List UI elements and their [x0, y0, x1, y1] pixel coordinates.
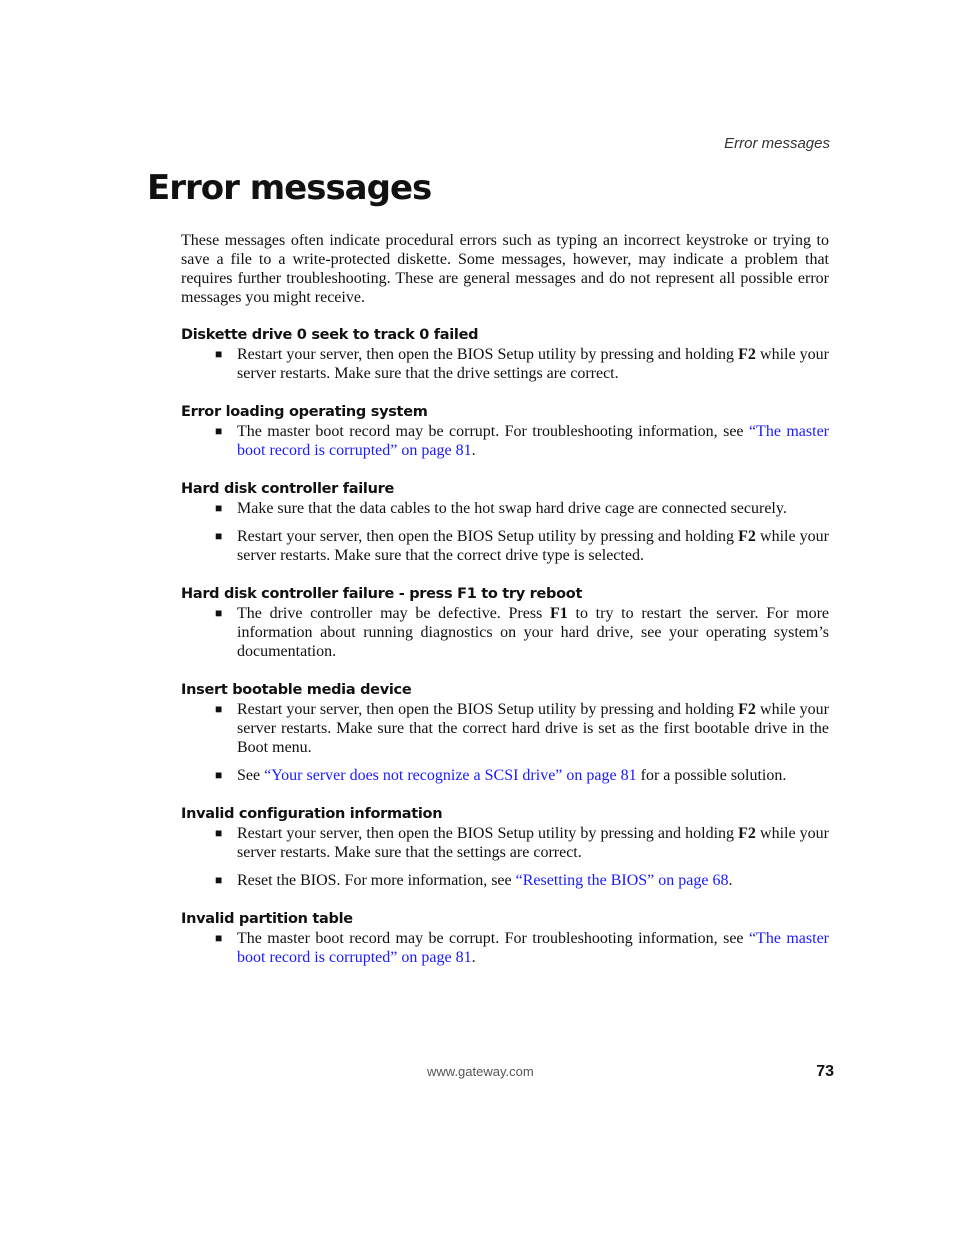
- document-body: [181, 231, 829, 967]
- error-section: [181, 585, 829, 661]
- error-heading: Invalid configuration information: [181, 806, 443, 822]
- error-section: [181, 480, 829, 565]
- item-text: .: [471, 442, 476, 459]
- square-bullet-icon: ■: [215, 529, 223, 543]
- item-text: to try to restart the server. For more information about running diagnostics on your hard drive, see your operating system’s documentation.: [237, 605, 830, 660]
- item-text: while your server restarts. Make sure that the settings are correct.: [237, 825, 830, 861]
- list-item: [181, 700, 829, 757]
- error-heading: Insert bootable media device: [181, 682, 412, 698]
- square-bullet-icon: ■: [215, 347, 223, 361]
- bullet-list: [181, 422, 829, 460]
- error-section: [181, 681, 829, 785]
- bullet-list: [181, 345, 829, 383]
- error-heading: Diskette drive 0 seek to track 0 failed: [181, 327, 479, 343]
- item-text: The drive controller may be defective. Press: [237, 605, 551, 622]
- square-bullet-icon: ■: [215, 873, 223, 887]
- key-name: F2: [738, 346, 756, 363]
- square-bullet-icon: ■: [215, 826, 223, 840]
- key-name: F2: [738, 825, 756, 842]
- item-text: See: [237, 767, 265, 784]
- item-text: for a possible solution.: [636, 767, 787, 784]
- error-heading: Error loading operating system: [181, 404, 428, 420]
- list-item: [181, 871, 829, 890]
- list-item: [181, 345, 829, 383]
- list-item: [181, 929, 829, 967]
- list-item: [181, 527, 829, 565]
- key-name: F2: [738, 701, 756, 718]
- item-text: Make sure that the data cables to the hot swap hard drive cage are connected securely.: [237, 500, 787, 517]
- list-item: [181, 824, 829, 862]
- bullet-list: [181, 824, 829, 890]
- key-name: F2: [738, 528, 756, 545]
- item-text: The master boot record may be corrupt. For troubleshooting information, see: [237, 930, 749, 947]
- running-header: Error messages: [724, 135, 830, 152]
- error-section: [181, 910, 829, 967]
- footer-url: www.gateway.com: [427, 1064, 534, 1079]
- item-text: Restart your server, then open the BIOS Setup utility by pressing and holding: [237, 701, 739, 718]
- bullet-list: [181, 929, 829, 967]
- item-text: Restart your server, then open the BIOS Setup utility by pressing and holding: [237, 528, 739, 545]
- square-bullet-icon: ■: [215, 768, 223, 782]
- square-bullet-icon: ■: [215, 931, 223, 945]
- item-text: .: [471, 949, 476, 966]
- error-section: [181, 326, 829, 383]
- item-text: while your server restarts. Make sure that the drive settings are correct.: [237, 346, 830, 382]
- error-heading: Hard disk controller failure: [181, 481, 395, 497]
- cross-reference-link[interactable]: “Resetting the BIOS” on page 68: [515, 872, 729, 889]
- cross-reference-link[interactable]: “Your server does not recognize a SCSI drive” on page 81: [264, 767, 637, 784]
- item-text: Restart your server, then open the BIOS Setup utility by pressing and holding: [237, 346, 739, 363]
- square-bullet-icon: ■: [215, 606, 223, 620]
- error-section: [181, 403, 829, 460]
- square-bullet-icon: ■: [215, 501, 223, 515]
- error-heading: Invalid partition table: [181, 911, 353, 927]
- bullet-list: [181, 604, 829, 661]
- item-text: The master boot record may be corrupt. For troubleshooting information, see: [237, 423, 749, 440]
- bullet-list: [181, 700, 829, 785]
- key-name: F1: [550, 605, 568, 622]
- square-bullet-icon: ■: [215, 424, 223, 438]
- list-item: [181, 604, 829, 661]
- square-bullet-icon: ■: [215, 702, 223, 716]
- intro-paragraph: These messages often indicate procedural errors such as typing an incorrect keystroke or trying to save a file to a write-protected diskette. Some messages, however, may indicate a problem that requires further troubleshooting. These are general messages and do not represent all possible error messages you might receive.: [181, 232, 829, 306]
- cross-reference-link[interactable]: “The master boot record is corrupted” on page 81: [237, 423, 829, 459]
- item-text: while your server restarts. Make sure that the correct drive type is selected.: [237, 528, 830, 564]
- list-item: [181, 422, 829, 460]
- list-item: [181, 499, 829, 518]
- error-sections: [181, 326, 829, 967]
- item-text: Restart your server, then open the BIOS Setup utility by pressing and holding: [237, 825, 739, 842]
- error-section: [181, 805, 829, 890]
- page-number: 73: [816, 1063, 834, 1080]
- cross-reference-link[interactable]: “The master boot record is corrupted” on page 81: [237, 930, 829, 966]
- list-item: [181, 766, 829, 785]
- item-text: Reset the BIOS. For more information, see: [237, 872, 516, 889]
- item-text: while your server restarts. Make sure that the correct hard drive is set as the first bootable drive in the Boot menu.: [237, 701, 830, 756]
- page-title: Error messages: [147, 168, 432, 208]
- item-text: .: [728, 872, 733, 889]
- bullet-list: [181, 499, 829, 565]
- error-heading: Hard disk controller failure - press F1 to try reboot: [181, 586, 583, 602]
